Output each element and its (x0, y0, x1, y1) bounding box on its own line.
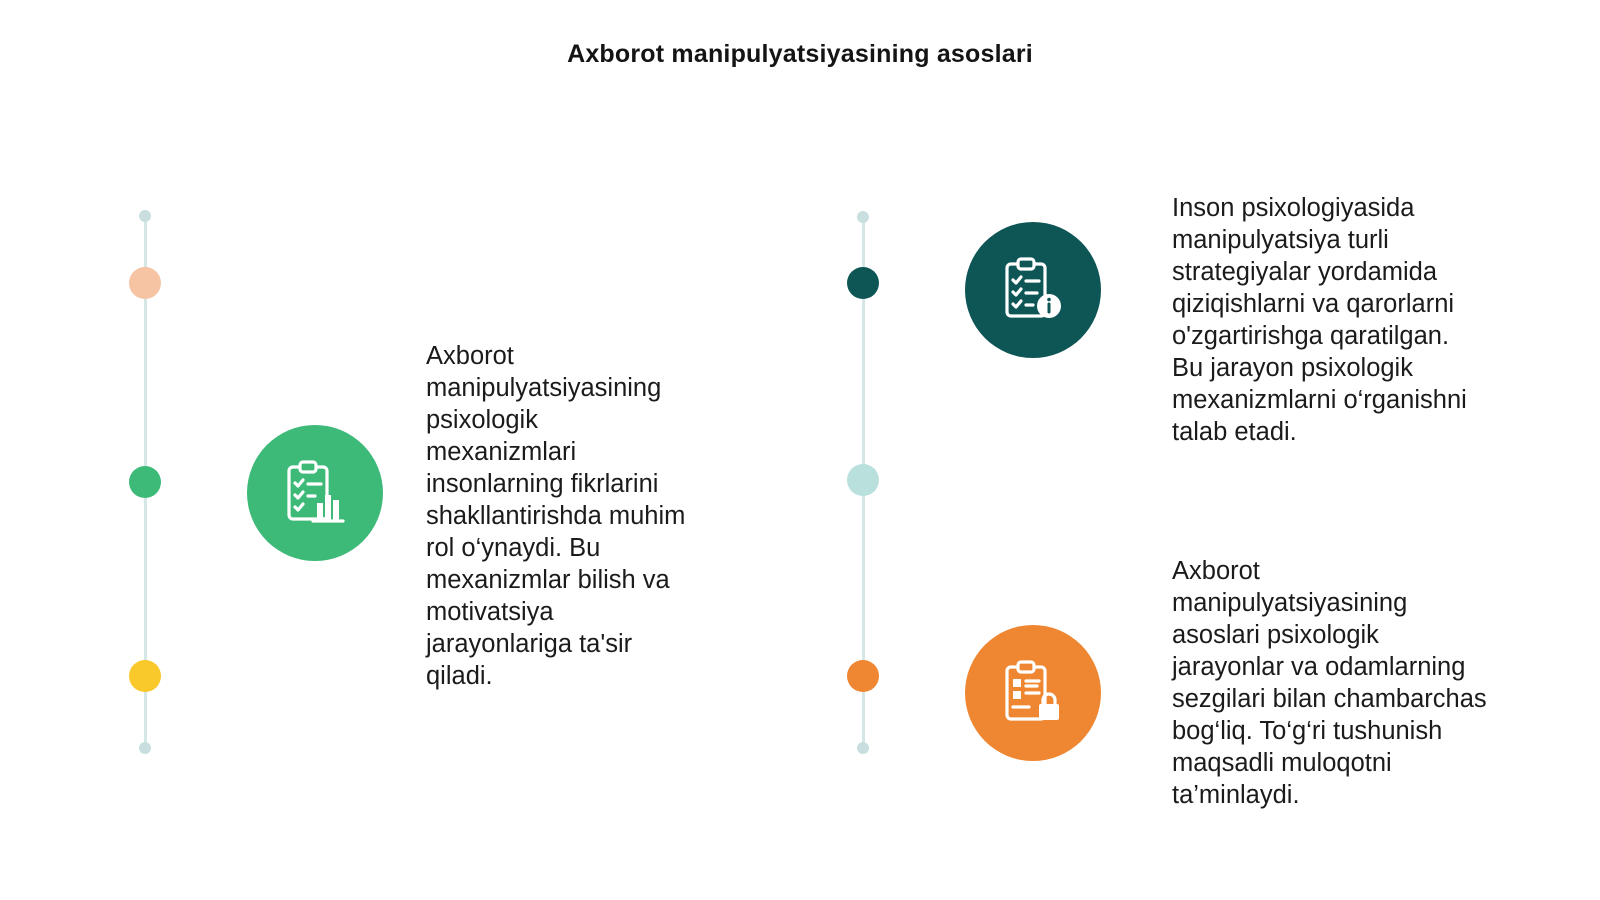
timeline-right (848, 211, 878, 759)
icon-badge-dark-teal (965, 222, 1101, 358)
item-text-1: Axborot manipulyatsiyasining psixologik mexanizmlari insonlarning fikrlarini shakllantirishda muhim rol o‘ynaydi. Bu mexanizmlar bilish va motivatsiya jarayonlariga ta'sir qiladi. (426, 342, 686, 690)
timeline-dot-orange (847, 660, 879, 692)
timeline-dot-peach (129, 267, 161, 299)
icon-badge-green (247, 425, 383, 561)
clipboard-chart-icon (279, 457, 351, 529)
item-text-2: Inson psixologiyasida manipulyatsiya turli strategiyalar yordamida qiziqishlarni va qarorlarni o'zgartirishga qaratilgan. Bu jarayon psixologik mexanizmlarni o‘rganishni talab etadi. (1172, 194, 1467, 446)
timeline-end-dot (139, 742, 151, 754)
timeline-dot-dark-teal (847, 267, 879, 299)
clipboard-lock-icon (997, 657, 1069, 729)
icon-badge-orange (965, 625, 1101, 761)
timeline-start-dot (857, 211, 869, 223)
timeline-end-dot (857, 742, 869, 754)
page-title: Axborot manipulyatsiyasining asoslari (567, 40, 1033, 68)
timeline-dot-light-teal (847, 464, 879, 496)
timeline-dot-yellow (129, 660, 161, 692)
clipboard-info-icon (997, 254, 1069, 326)
timeline-left (130, 210, 160, 758)
timeline-dot-green (129, 466, 161, 498)
timeline-start-dot (139, 210, 151, 222)
item-text-3: Axborot manipulyatsiyasining asoslari psixologik jarayonlar va odamlarning sezgilari bilan chambarchas bog‘liq. To‘g‘ri tushunish maqsadli muloqotni ta’minlaydi. (1172, 557, 1487, 809)
